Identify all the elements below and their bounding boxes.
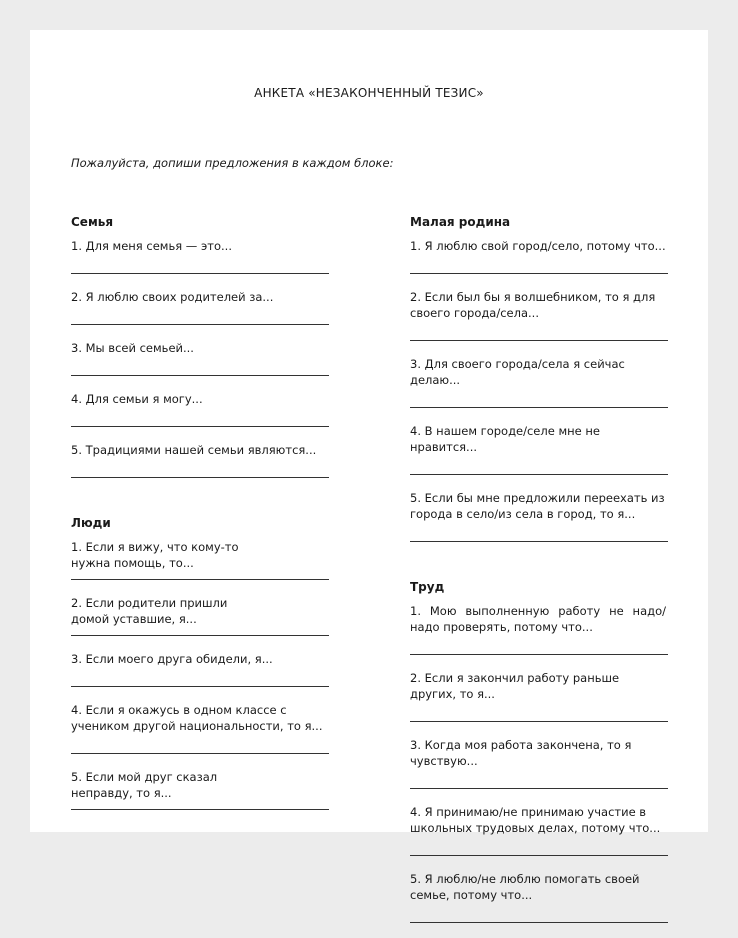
question-block	[410, 603, 668, 655]
section-title-homeland: Малая родина	[410, 215, 511, 229]
question-text: 5. Традициями нашей семьи являются...	[71, 443, 317, 457]
answer-line[interactable]	[410, 854, 668, 856]
question-block	[410, 670, 668, 722]
question-block	[410, 289, 668, 341]
question-text: 4. Я принимаю/не принимаю участие в школьных трудовых делах, потому что...	[410, 805, 661, 835]
answer-line[interactable]	[410, 339, 668, 341]
question-text: 2. Если был бы я волшебником, то я для своего города/села...	[410, 290, 656, 320]
question-text: 3. Мы всей семьей...	[71, 341, 194, 355]
question-text: 5. Я люблю/не люблю помогать своей семье, потому что...	[410, 872, 640, 902]
question-text: 1. Мою выполненную работу не надо/надо проверять, потому что...	[410, 604, 666, 634]
question-block	[71, 651, 329, 687]
page-title: АНКЕТА «НЕЗАКОНЧЕННЫЙ ТЕЗИС»	[254, 86, 484, 100]
question-text: 5. Если мой друг сказал неправду, то я...	[71, 770, 218, 800]
question-text: 2. Если родители пришли домой уставшие, я...	[71, 596, 228, 626]
answer-line[interactable]	[71, 634, 329, 636]
question-block	[71, 539, 271, 571]
question-text: 4. В нашем городе/селе мне не нравится...	[410, 424, 600, 454]
question-text: 2. Если я закончил работу раньше других, то я...	[410, 671, 620, 701]
question-block	[410, 238, 668, 274]
answer-line[interactable]	[71, 425, 329, 427]
question-block	[71, 442, 329, 478]
intro-text: Пожалуйста, допиши предложения в каждом блоке:	[71, 156, 394, 170]
section-people	[71, 515, 329, 810]
answer-line[interactable]	[71, 476, 329, 478]
left-column	[71, 214, 329, 810]
section-work	[410, 579, 668, 923]
question-text: 5. Если бы мне предложили переехать из города в село/из села в город, то я...	[410, 491, 665, 521]
section-homeland	[410, 214, 668, 542]
answer-line[interactable]	[71, 374, 329, 376]
question-text: 2. Я люблю своих родителей за...	[71, 290, 274, 304]
answer-line[interactable]	[71, 752, 329, 754]
section-title-work: Труд	[410, 580, 445, 594]
question-block	[71, 595, 271, 627]
question-block	[71, 340, 329, 376]
section-title-family: Семья	[71, 215, 114, 229]
question-text: 1. Для меня семья — это...	[71, 239, 232, 253]
question-block	[71, 289, 329, 325]
section-family	[71, 214, 329, 478]
question-text: 1. Если я вижу, что кому-то нужна помощь, то...	[71, 540, 239, 570]
question-text: 4. Для семьи я могу...	[71, 392, 203, 406]
question-block	[410, 737, 668, 789]
answer-line[interactable]	[410, 921, 668, 923]
question-text: 3. Если моего друга обидели, я...	[71, 652, 273, 666]
question-block	[71, 769, 271, 801]
answer-line[interactable]	[410, 272, 668, 274]
question-text: 3. Когда моя работа закончена, то я чувствую...	[410, 738, 632, 768]
section-title-people: Люди	[71, 516, 111, 530]
question-block	[71, 238, 329, 274]
questionnaire-page	[30, 30, 708, 902]
answer-line[interactable]	[410, 653, 668, 655]
question-text: 3. Для своего города/села я сейчас делаю...	[410, 357, 625, 387]
right-column	[410, 214, 668, 938]
answer-line[interactable]	[71, 323, 329, 325]
question-block	[410, 804, 668, 856]
question-block	[410, 423, 668, 475]
question-text: 1. Я люблю свой город/село, потому что...	[410, 239, 666, 253]
answer-line[interactable]	[410, 720, 668, 722]
question-text: 4. Если я окажусь в одном классе с учеником другой национальности, то я...	[71, 703, 323, 733]
question-block	[410, 356, 668, 408]
question-block	[410, 490, 668, 542]
answer-line[interactable]	[410, 787, 668, 789]
answer-line[interactable]	[71, 578, 329, 580]
question-block	[71, 391, 329, 427]
answer-line[interactable]	[410, 540, 668, 542]
question-block	[410, 871, 668, 923]
answer-line[interactable]	[410, 473, 668, 475]
answer-line[interactable]	[410, 406, 668, 408]
question-block	[71, 702, 329, 754]
answer-line[interactable]	[71, 685, 329, 687]
answer-line[interactable]	[71, 808, 329, 810]
answer-line[interactable]	[71, 272, 329, 274]
